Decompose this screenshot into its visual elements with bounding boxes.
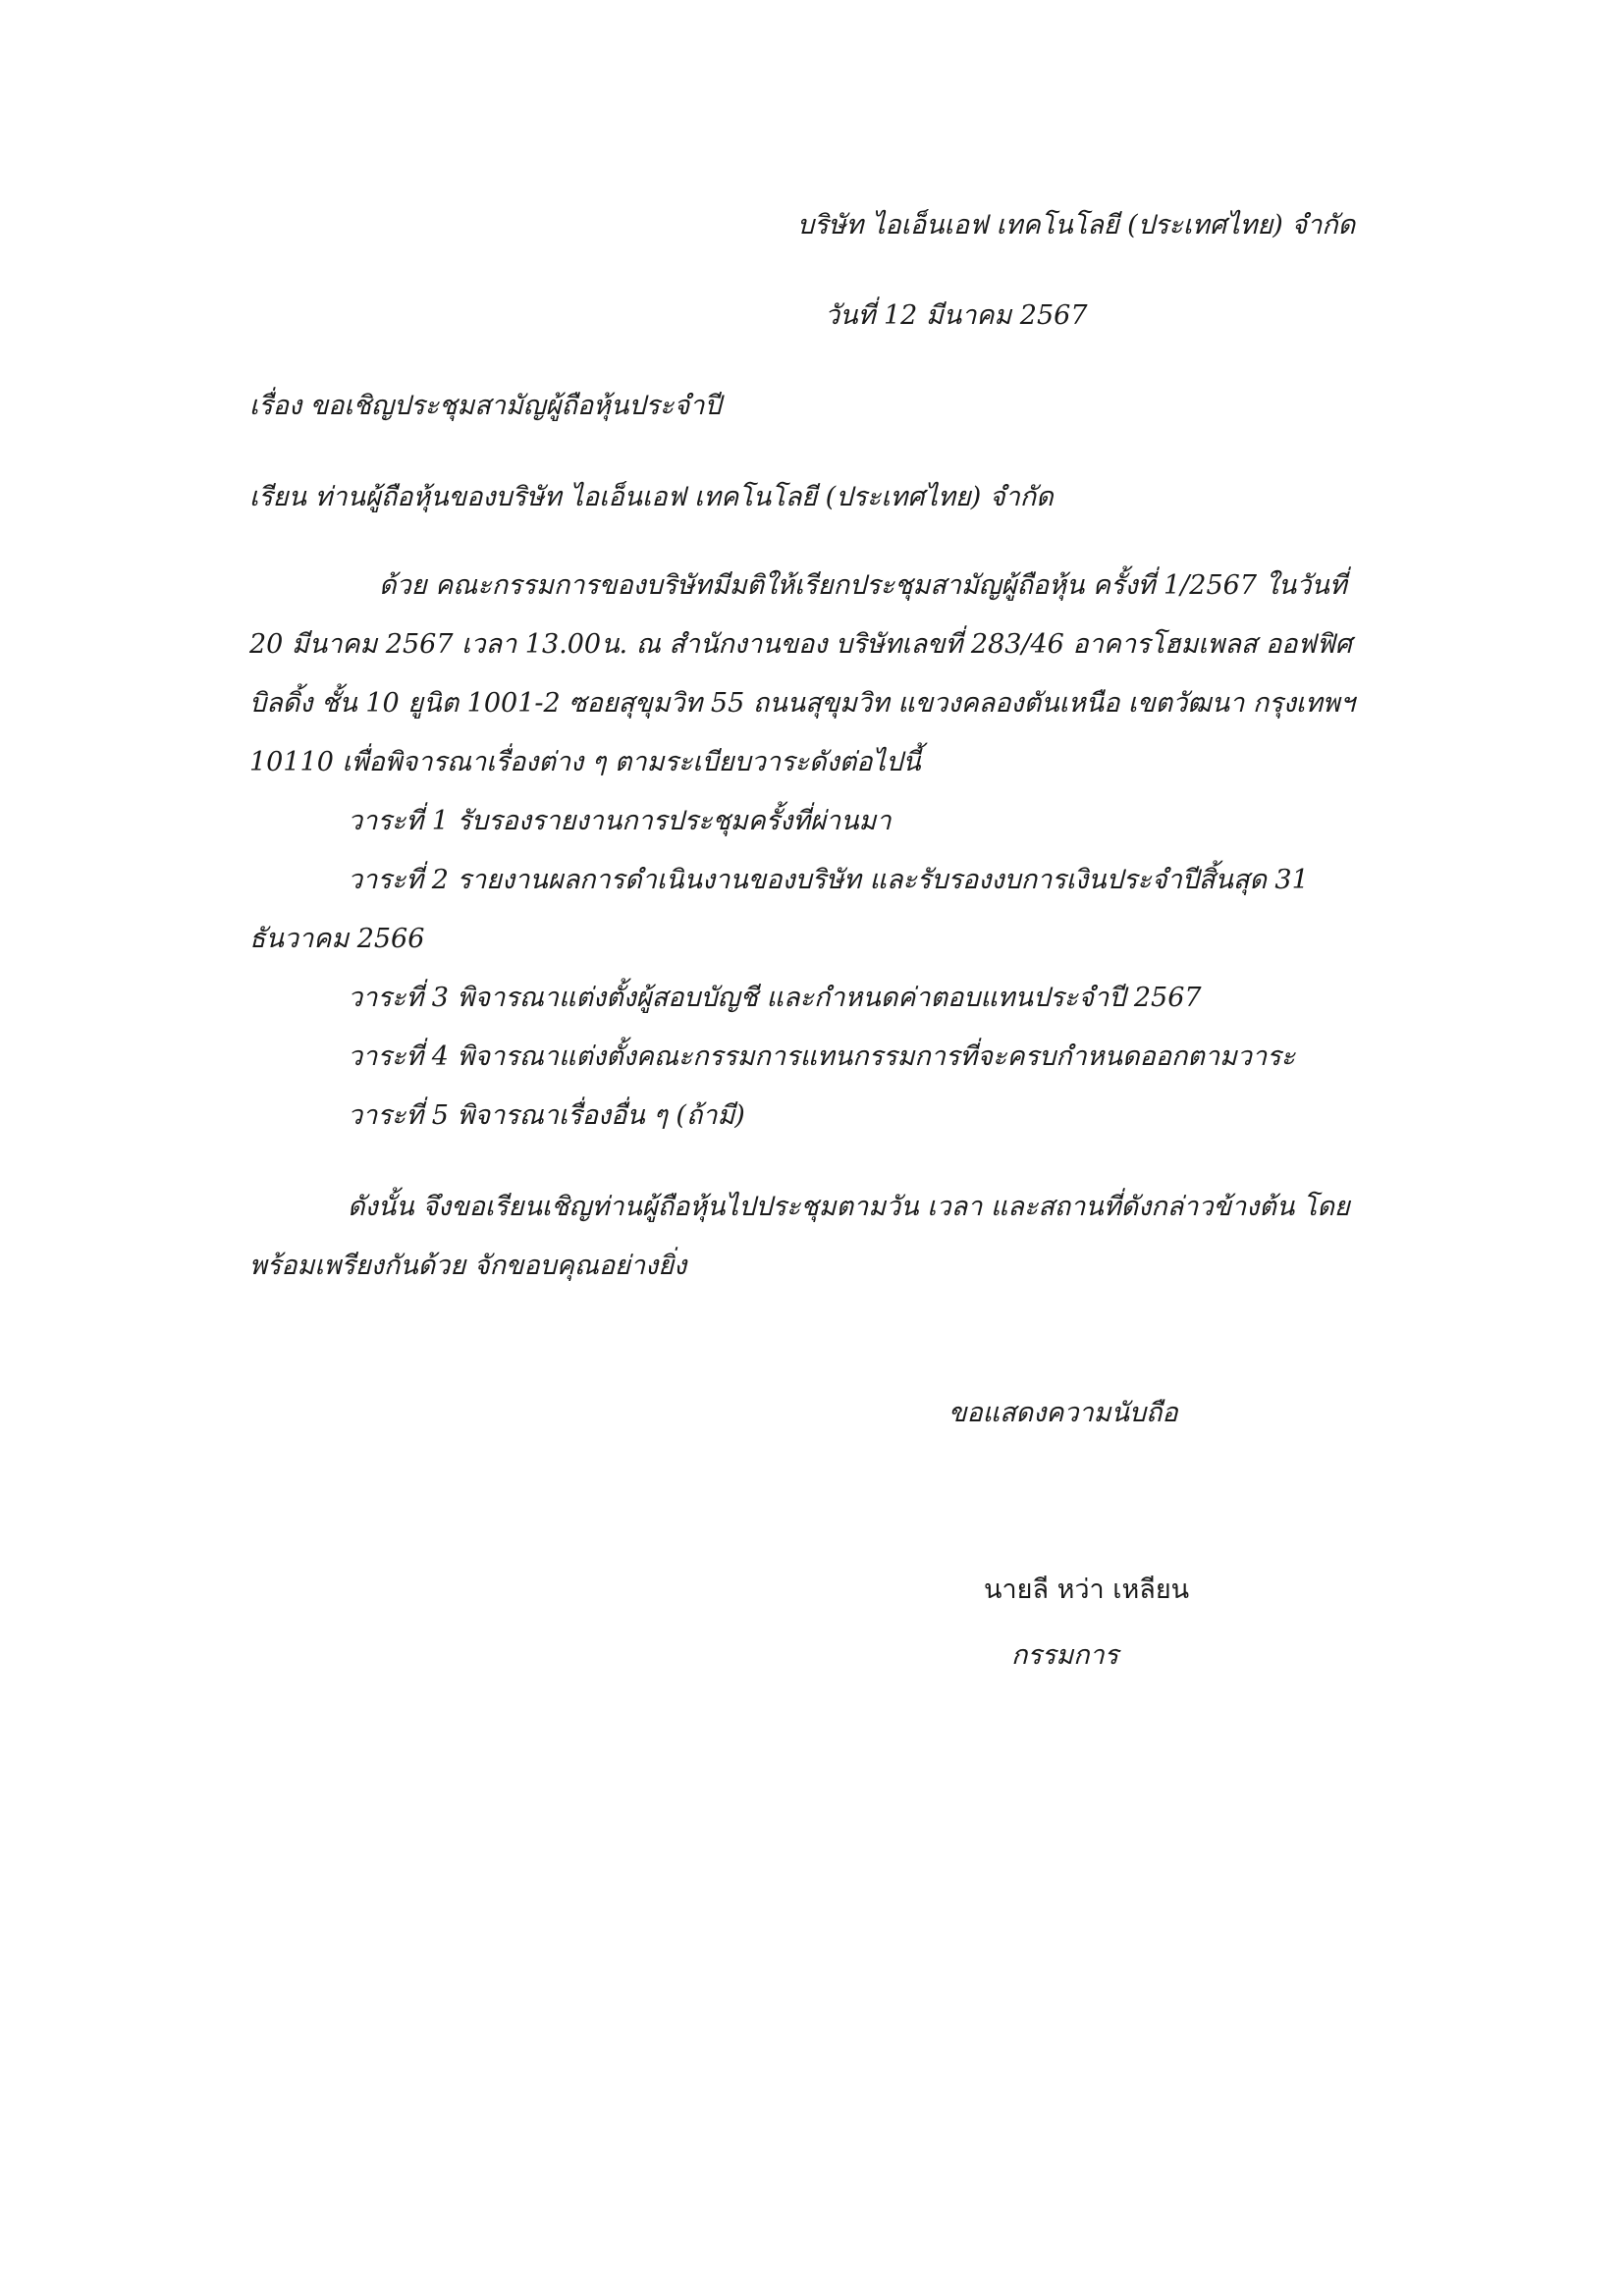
signer-title: กรรมการ bbox=[1011, 1640, 1119, 1671]
closing-line: พร้อมเพรียงกันด้วย จักขอบคุณอย่างยิ่ง bbox=[249, 1251, 687, 1281]
letter-date: วันที่ 12 มีนาคม 2567 bbox=[825, 300, 1088, 331]
agenda-item-2: วาระที่ 2 รายงานผลการดำเนินงานของบริษัท และรับรองงบการเงินประจำปีสิ้นสุด 31 bbox=[348, 865, 1309, 895]
agenda-item-2-continued: ธันวาคม 2566 bbox=[249, 924, 425, 954]
signer-name: นายลี หว่า เหลียน bbox=[984, 1575, 1190, 1605]
intro-line: 10110 เพื่อพิจารณาเรื่องต่าง ๆ ตามระเบียบวาระดังต่อไปนี้ bbox=[249, 747, 921, 777]
company-name: บริษัท ไอเอ็นเอฟ เทคโนโลยี (ประเทศไทย) จำกัด bbox=[797, 210, 1356, 240]
agenda-item-5: วาระที่ 5 พิจารณาเรื่องอื่น ๆ (ถ้ามี) bbox=[348, 1100, 745, 1131]
agenda-item-1: วาระที่ 1 รับรองรายงานการประชุมครั้งที่ผ่านมา bbox=[348, 806, 892, 836]
signoff: ขอแสดงความนับถือ bbox=[948, 1398, 1178, 1428]
closing-line: ดังนั้น จึงขอเรียนเชิญท่านผู้ถือหุ้นไปประชุมตามวัน เวลา และสถานที่ดังกล่าวข้างต้น โดย bbox=[348, 1192, 1350, 1222]
addressee-line: เรียน ท่านผู้ถือหุ้นของบริษัท ไอเอ็นเอฟ เทคโนโลยี (ประเทศไทย) จำกัด bbox=[249, 482, 1054, 512]
subject-line: เรื่อง ขอเชิญประชุมสามัญผู้ถือหุ้นประจำปี bbox=[249, 391, 722, 421]
intro-line: 20 มีนาคม 2567 เวลา 13.00น. ณ สำนักงานของ บริษัทเลขที่ 283/46 อาคารโฮมเพลส ออฟฟิศ bbox=[249, 629, 1352, 660]
intro-line: ด้วย คณะกรรมการของบริษัทมีมติให้เรียกประชุมสามัญผู้ถือหุ้น ครั้งที่ 1/2567 ในวันที่ bbox=[379, 570, 1347, 601]
agenda-item-4: วาระที่ 4 พิจารณาแต่งตั้งคณะกรรมการแทนกรรมการที่จะครบกำหนดออกตามวาระ bbox=[348, 1041, 1296, 1072]
agenda-item-3: วาระที่ 3 พิจารณาแต่งตั้งผู้สอบบัญชี และกำหนดค่าตอบแทนประจำปี 2567 bbox=[348, 983, 1202, 1013]
intro-line: บิลดิ้ง ชั้น 10 ยูนิต 1001-2 ซอยสุขุมวิท 55 ถนนสุขุมวิท แขวงคลองตันเหนือ เขตวัฒนา กรุงเทพฯ bbox=[249, 688, 1355, 719]
